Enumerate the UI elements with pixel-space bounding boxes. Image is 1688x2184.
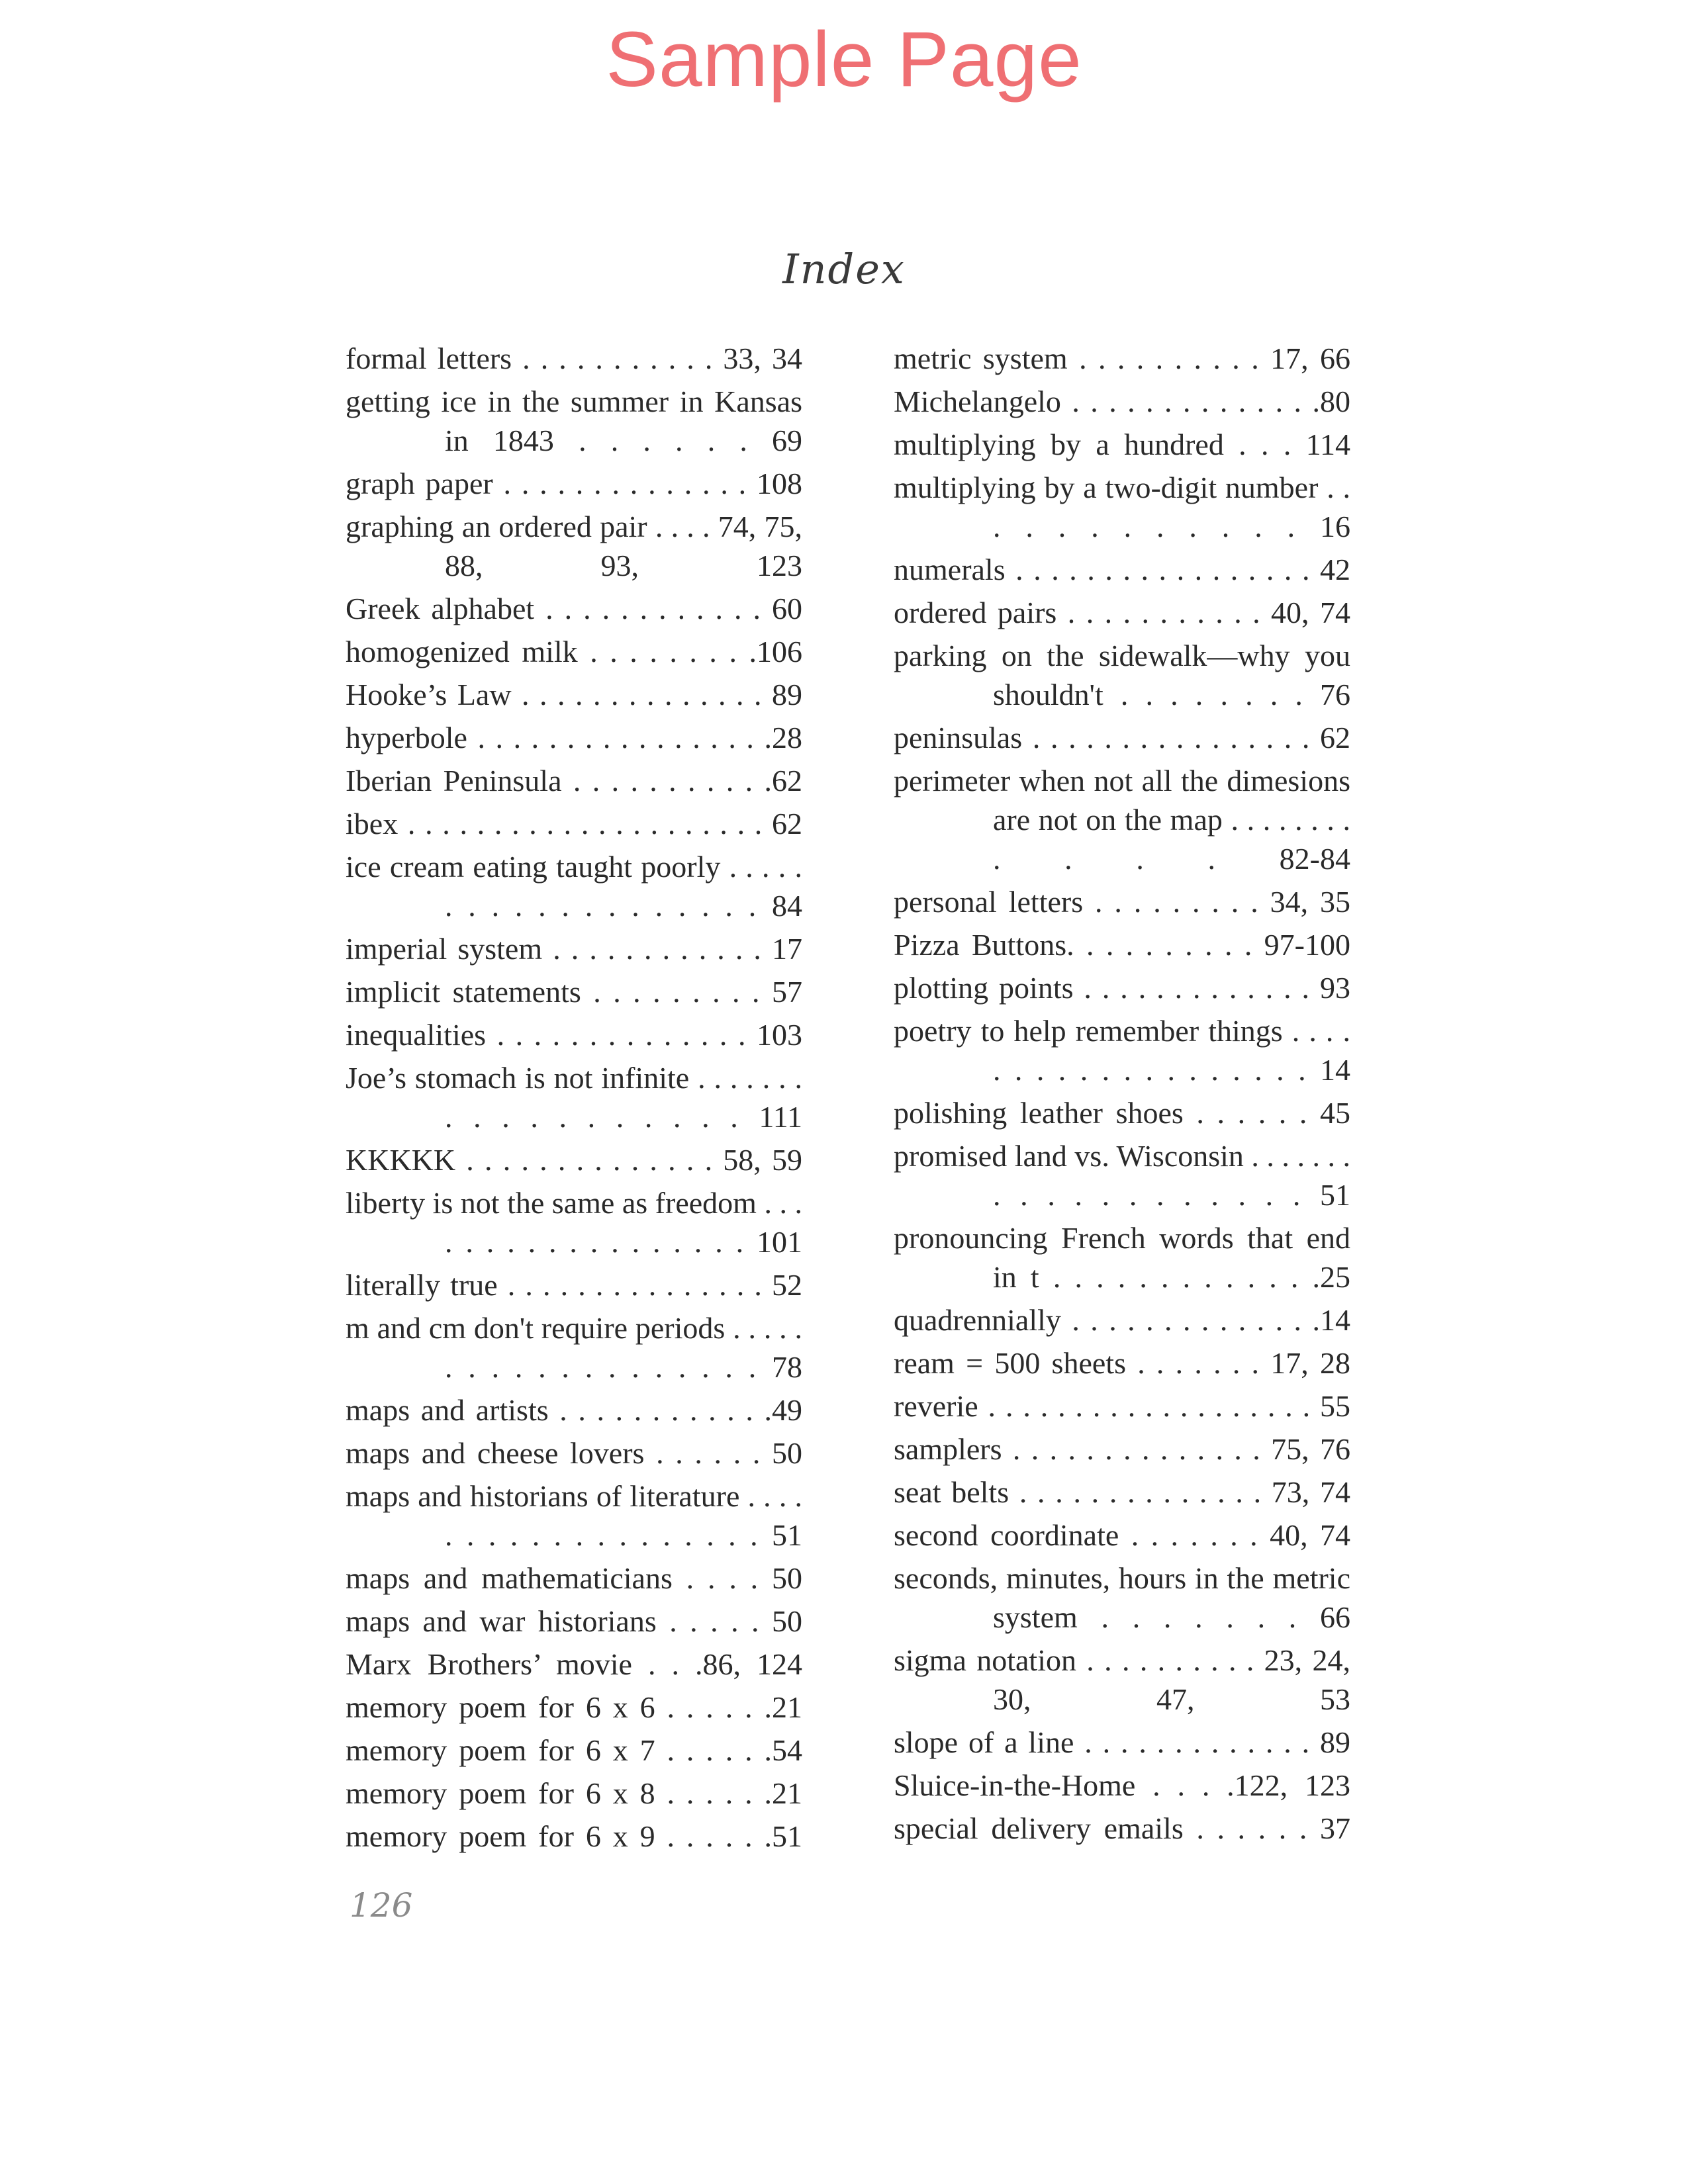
index-entry: maps and historians of literature . . . . . . . . . . . . . . . . . . . 51 [346,1479,802,1552]
index-entry: ice cream eating taught poorly . . . . . . . . . . . . . . . . . . . 84 [346,850,802,923]
index-entry: polishing leather shoes . . . . . . 45 [894,1096,1350,1130]
index-entry: maps and war historians . . . . . 50 [346,1604,802,1638]
index-entry: memory poem for 6 x 7 . . . . . .54 [346,1733,802,1767]
index-entry: Greek alphabet . . . . . . . . . . . . 60 [346,592,802,625]
index-column-left [346,339,802,1860]
index-column-right [894,339,1350,1852]
index-entry: multiplying by a two-digit number . . . . . . . . . . . . 16 [894,471,1350,543]
index-entry: graph paper . . . . . . . . . . . . . . 108 [346,467,802,500]
index-entry: personal letters . . . . . . . . . 34, 35 [894,885,1350,919]
index-entry: Iberian Peninsula . . . . . . . . . . .62 [346,764,802,797]
index-entry: seconds, minutes, hours in the metric system . . . . . . . 66 [894,1561,1350,1634]
index-entry: pronouncing French words that end in t . . . . . . . . . . . . .25 [894,1221,1350,1294]
index-entry: Sluice-in-the-Home . . . .122, 123 [894,1768,1350,1802]
index-entry: Pizza Buttons. . . . . . . . . . 97-100 [894,928,1350,962]
index-entry: reverie . . . . . . . . . . . . . . . . . . . 55 [894,1389,1350,1423]
index-entry: getting ice in the summer in Kansas in 1843 . . . . . . 69 [346,385,802,457]
index-entry: Joe’s stomach is not infinite . . . . . . . . . . . . . . . . . . 111 [346,1061,802,1134]
index-entry: quadrennially . . . . . . . . . . . . . .14 [894,1303,1350,1337]
index-entry: second coordinate . . . . . . . 40, 74 [894,1518,1350,1552]
sample-page-watermark: Sample Page [606,16,1082,103]
index-entry: poetry to help remember things . . . . . . . . . . . . . . . . . . . 14 [894,1014,1350,1087]
index-entry: m and cm don't require periods . . . . . . . . . . . . . . . . . . . 78 [346,1311,802,1384]
index-entry: perimeter when not all the dimesions are not on the map . . . . . . . . . . . . 82-84 [894,764,1350,876]
index-entry: liberty is not the same as freedom . . . . . . . . . . . . . . . . . . 101 [346,1186,802,1259]
index-entry: parking on the sidewalk—why you shouldn't . . . . . . . . 76 [894,639,1350,711]
index-entry: ream = 500 sheets . . . . . . . 17, 28 [894,1346,1350,1380]
index-entry: seat belts . . . . . . . . . . . . . . 73, 74 [894,1475,1350,1509]
index-entry: ordered pairs . . . . . . . . . . . 40, 74 [894,596,1350,629]
index-entry: ibex . . . . . . . . . . . . . . . . . . . . . 62 [346,807,802,841]
index-entry: multiplying by a hundred . . . 114 [894,428,1350,461]
index-entry: memory poem for 6 x 9 . . . . . .51 [346,1819,802,1853]
index-entry: KKKKK . . . . . . . . . . . . . . 58, 59 [346,1143,802,1177]
index-entry: homogenized milk . . . . . . . . .106 [346,635,802,668]
page-title: Index [782,245,906,293]
index-entry: samplers . . . . . . . . . . . . . . 75, 76 [894,1432,1350,1466]
index-entry: graphing an ordered pair . . . . 74, 75, 88, 93, 123 [346,510,802,582]
index-entry: peninsulas . . . . . . . . . . . . . . . . 62 [894,721,1350,754]
index-entry: maps and mathematicians . . . . 50 [346,1561,802,1595]
index-entry: inequalities . . . . . . . . . . . . . . 103 [346,1018,802,1052]
index-entry: memory poem for 6 x 8 . . . . . .21 [346,1776,802,1810]
index-entry: formal letters . . . . . . . . . . . 33, 34 [346,341,802,375]
index-entry: slope of a line . . . . . . . . . . . . . 89 [894,1725,1350,1759]
index-entry: metric system . . . . . . . . . . 17, 66 [894,341,1350,375]
index-entry: hyperbole . . . . . . . . . . . . . . . . .28 [346,721,802,754]
index-entry: numerals . . . . . . . . . . . . . . . . . 42 [894,553,1350,586]
index-entry: sigma notation . . . . . . . . . . 23, 24, 30, 47, 53 [894,1643,1350,1716]
index-entry: Michelangelo . . . . . . . . . . . . . .80 [894,385,1350,418]
index-entry: imperial system . . . . . . . . . . . . 17 [346,932,802,966]
index-entry: Marx Brothers’ movie . . .86, 124 [346,1647,802,1681]
index-entry: promised land vs. Wisconsin . . . . . . . . . . . . . . . . . . . 51 [894,1139,1350,1212]
index-entry: literally true . . . . . . . . . . . . . . . 52 [346,1268,802,1302]
index-entry: maps and artists . . . . . . . . . . . .49 [346,1393,802,1427]
index-entry: implicit statements . . . . . . . . . 57 [346,975,802,1009]
index-entry: memory poem for 6 x 6 . . . . . .21 [346,1690,802,1724]
page-number: 126 [350,1886,413,1925]
index-entry: special delivery emails . . . . . . 37 [894,1811,1350,1845]
index-entry: Hooke’s Law . . . . . . . . . . . . . . 89 [346,678,802,711]
index-entry: maps and cheese lovers . . . . . . 50 [346,1436,802,1470]
index-entry: plotting points . . . . . . . . . . . . . 93 [894,971,1350,1005]
